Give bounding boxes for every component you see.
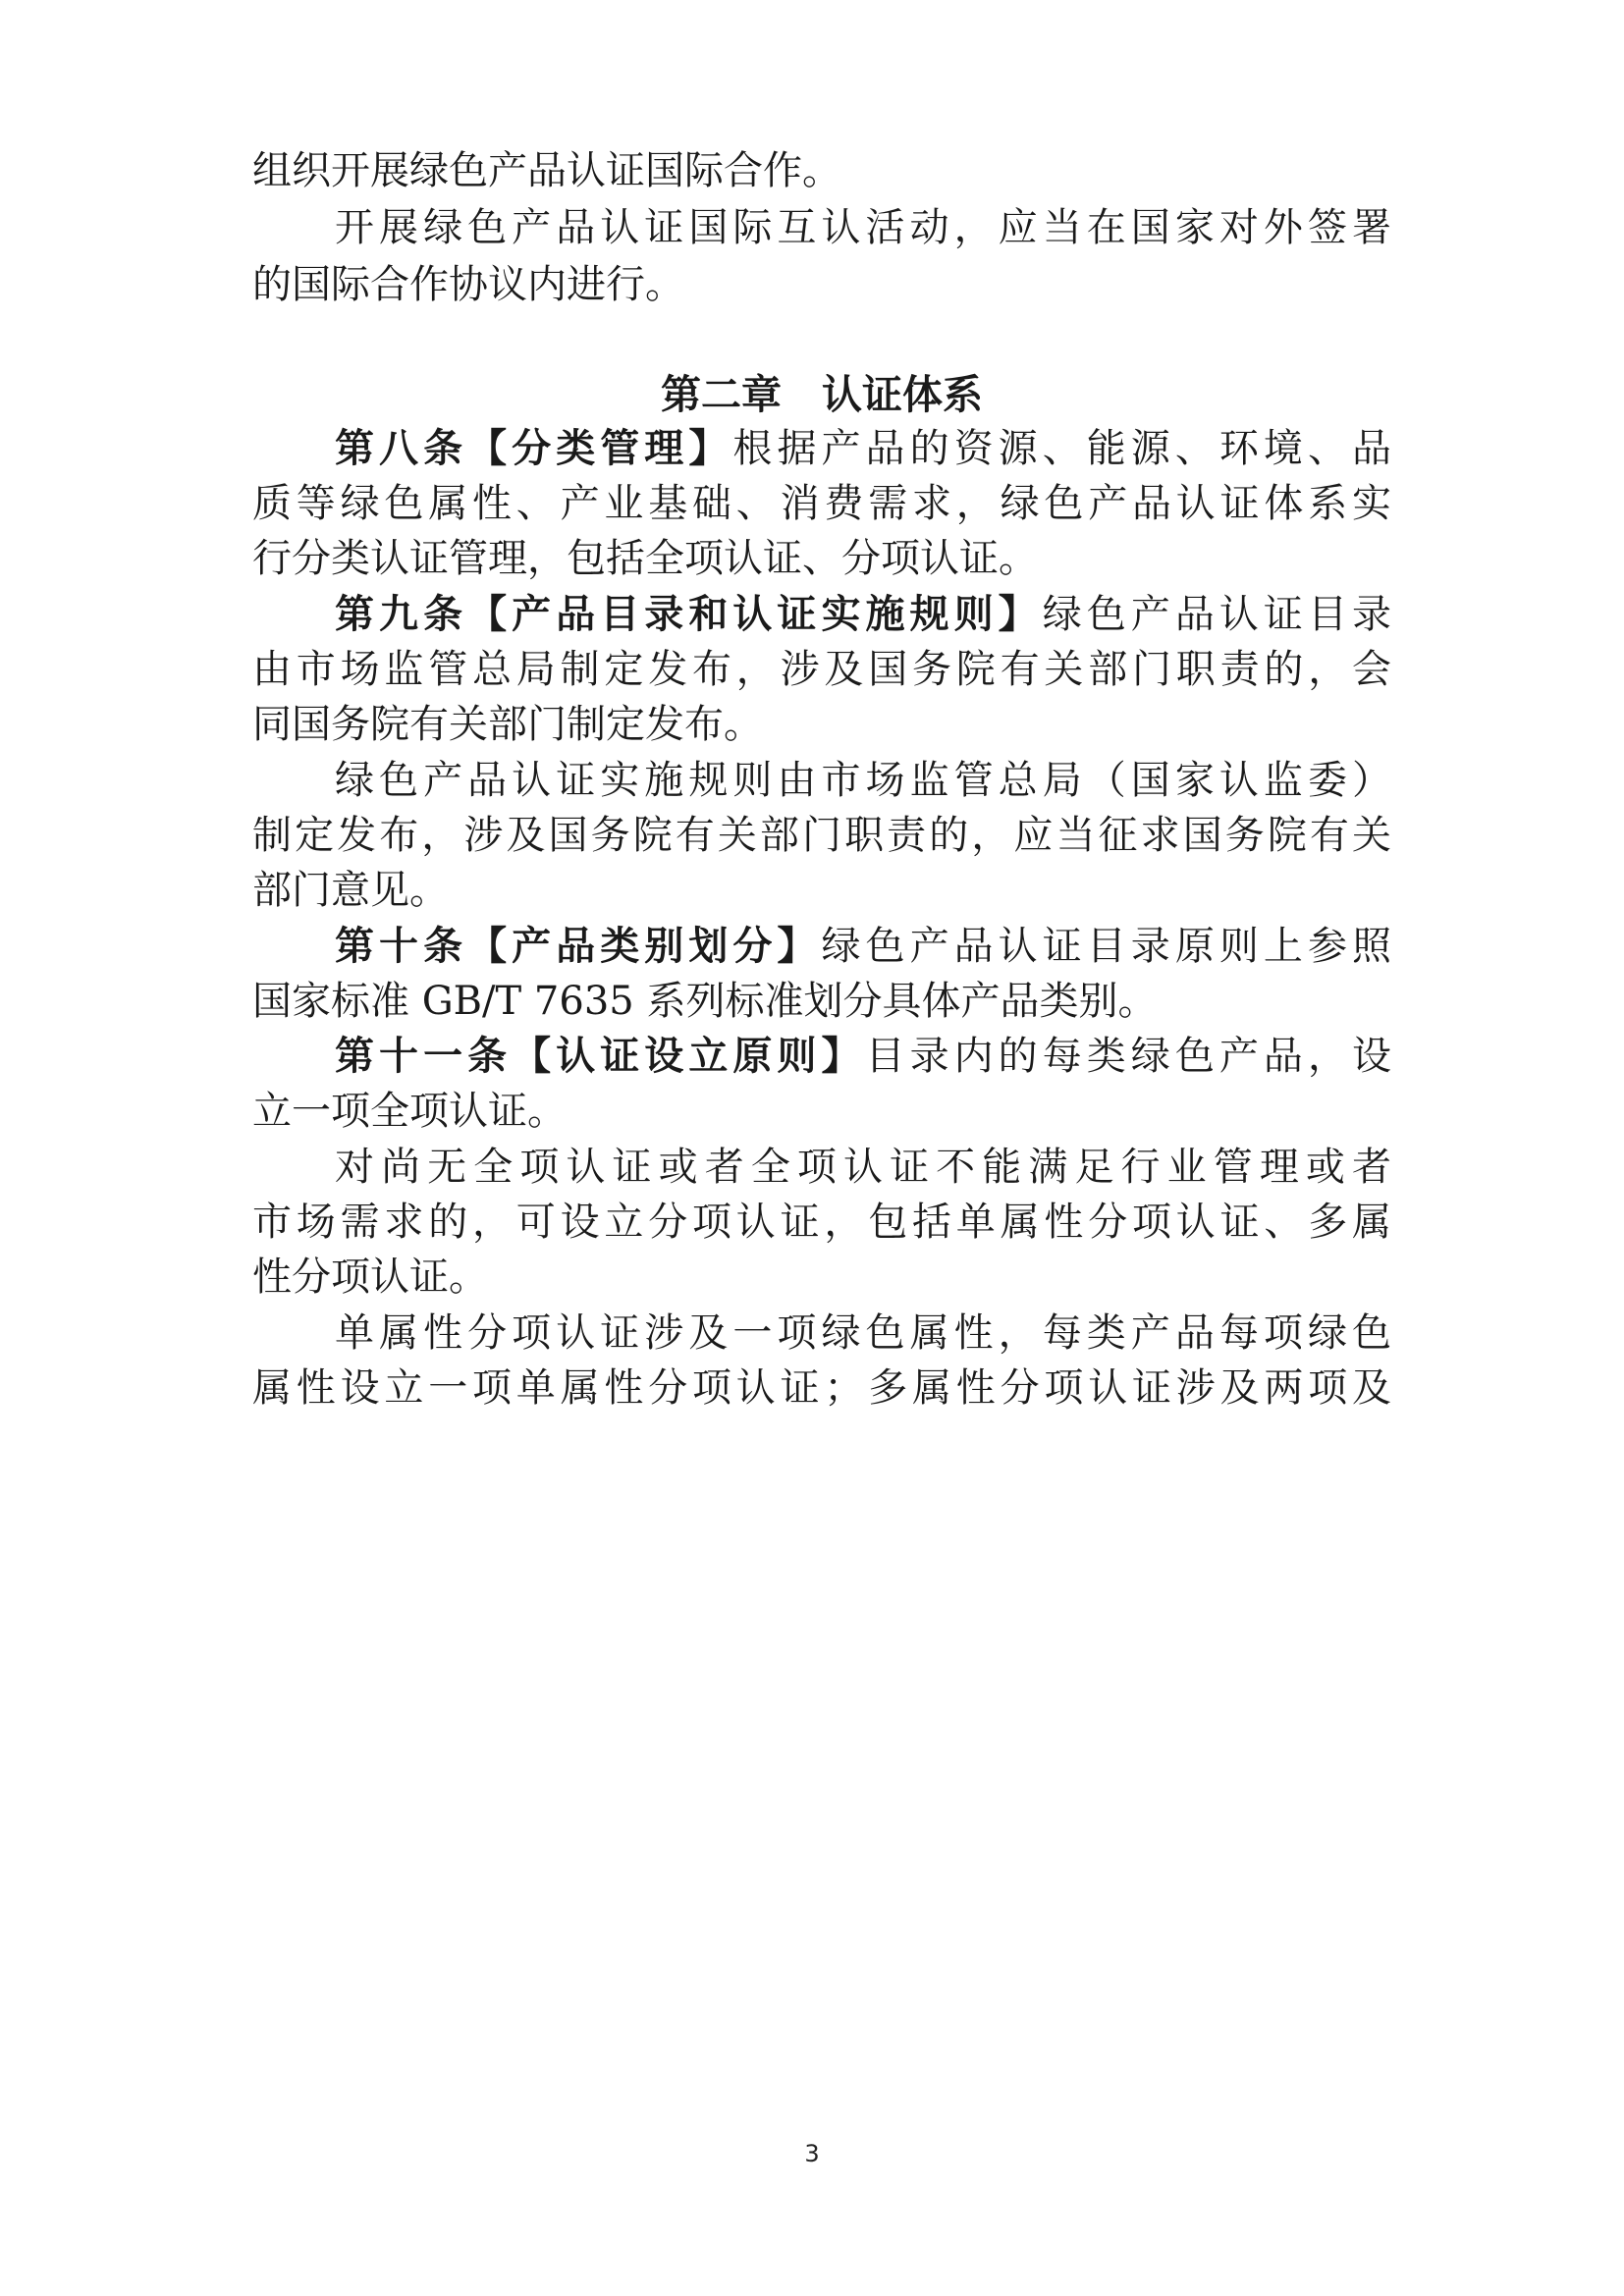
body-line: 行分类认证管理，包括全项认证、分项认证。 bbox=[252, 536, 1038, 581]
body-line: 的国际合作协议内进行。 bbox=[252, 262, 684, 307]
body-line: 制定发布，涉及国务院有关部门职责的，应当征求国务院有关 bbox=[252, 813, 1391, 858]
body-line: 单属性分项认证涉及一项绿色属性，每类产品每项绿色 bbox=[335, 1310, 1391, 1356]
chapter-heading: 第二章 认证体系 bbox=[661, 371, 983, 418]
body-line: 对尚无全项认证或者全项认证不能满足行业管理或者 bbox=[335, 1145, 1391, 1190]
article-11-title: 第十一条【认证设立原则】 bbox=[335, 1034, 866, 1079]
body-line: 立一项全项认证。 bbox=[252, 1089, 567, 1134]
body-line: 开展绿色产品认证国际互认活动，应当在国家对外签署 bbox=[335, 205, 1391, 250]
article-9-text: 绿色产品认证目录 bbox=[1042, 592, 1392, 637]
article-8-text: 根据产品的资源、能源、环境、品 bbox=[732, 426, 1392, 471]
document-page bbox=[252, 0, 1391, 2296]
article-10-title: 第十条【产品类别划分】 bbox=[335, 924, 822, 969]
body-line: 绿色产品认证实施规则由市场监管总局（国家认监委） bbox=[335, 758, 1391, 803]
article-8-title: 第八条【分类管理】 bbox=[335, 426, 733, 471]
body-line: 市场需求的，可设立分项认证，包括单属性分项认证、多属 bbox=[252, 1200, 1391, 1245]
body-line: 组织开展绿色产品认证国际合作。 bbox=[252, 148, 841, 193]
body-line: 同国务院有关部门制定发布。 bbox=[252, 702, 763, 747]
article-9-line-1 bbox=[252, 591, 1391, 638]
body-line: 属性设立一项单属性分项认证；多属性分项认证涉及两项及 bbox=[252, 1365, 1391, 1411]
body-line: 质等绿色属性、产业基础、消费需求，绿色产品认证体系实 bbox=[252, 481, 1391, 526]
article-9-title: 第九条【产品目录和认证实施规则】 bbox=[335, 592, 1043, 637]
body-line: 国家标准 GB/T 7635 系列标准划分具体产品类别。 bbox=[252, 979, 1158, 1024]
article-8-line-1 bbox=[252, 425, 1391, 472]
body-line: 由市场监管总局制定发布，涉及国务院有关部门职责的，会 bbox=[252, 647, 1391, 692]
article-11-text: 目录内的每类绿色产品，设 bbox=[865, 1034, 1392, 1079]
article-10-text: 绿色产品认证目录原则上参照 bbox=[821, 924, 1392, 969]
article-10-line-1 bbox=[252, 923, 1391, 970]
body-line: 性分项认证。 bbox=[252, 1255, 488, 1300]
article-11-line-1 bbox=[252, 1033, 1391, 1080]
page-number: 3 bbox=[804, 2140, 820, 2167]
body-line: 部门意见。 bbox=[252, 868, 449, 913]
